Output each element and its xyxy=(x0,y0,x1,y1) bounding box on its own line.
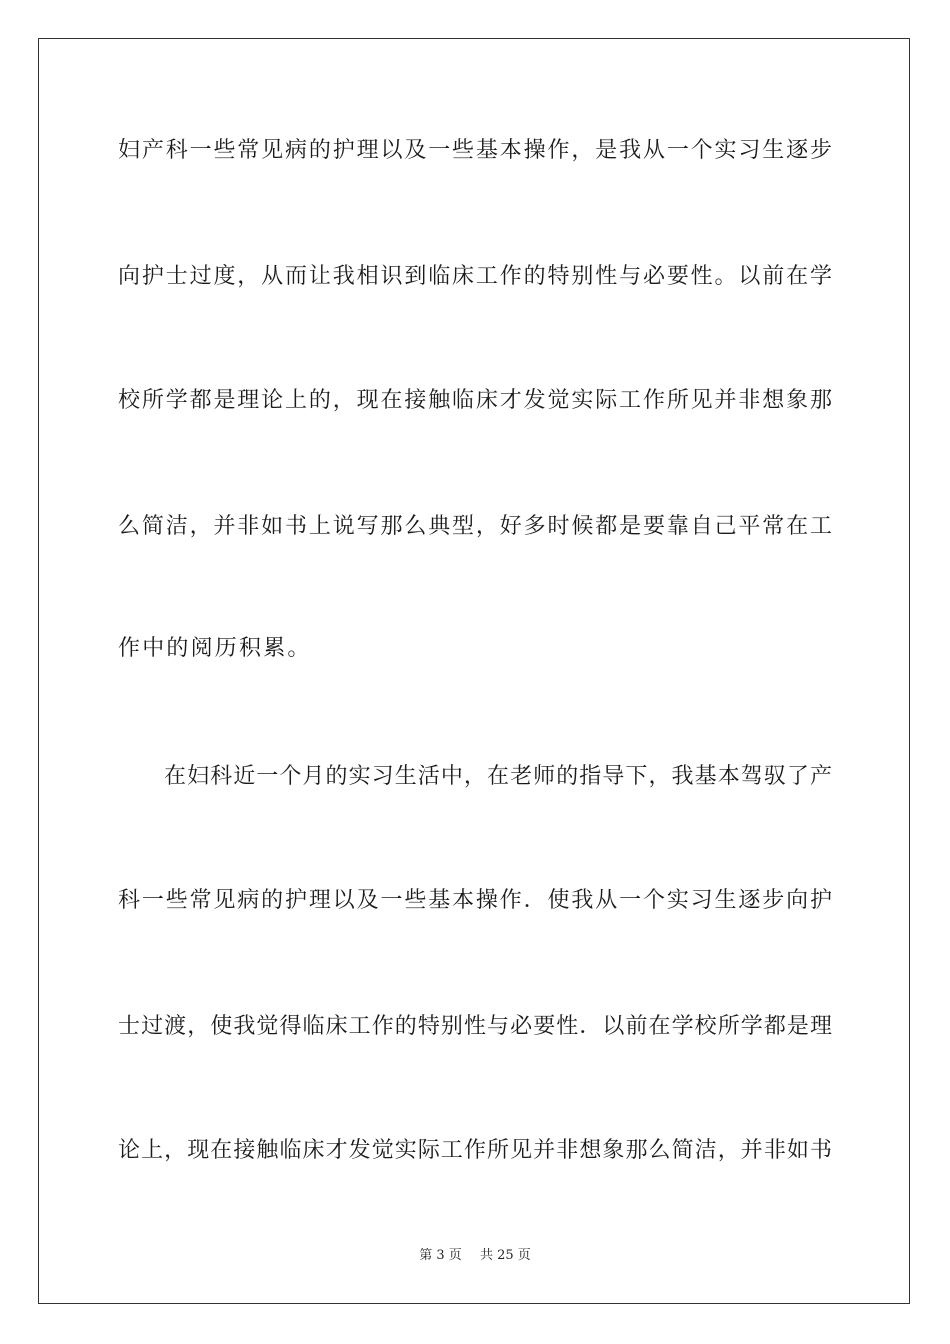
text-line: 校所学都是理论上的，现在接触临床才发觉实际工作所见并非想象那 xyxy=(118,388,832,413)
page-footer xyxy=(0,1246,950,1266)
text-line: 作中的阅历积累。 xyxy=(118,636,312,661)
paragraph-first-line: 在妇科近一个月的实习生活中，在老师的指导下，我基本驾驭了产 xyxy=(164,764,832,789)
text-line: 么简洁，并非如书上说写那么典型，好多时候都是要靠自己平常在工 xyxy=(118,514,832,539)
page-total: 共 25 页 xyxy=(479,1248,531,1263)
text-line: 科一些常见病的护理以及一些基本操作．使我从一个实习生逐步向护 xyxy=(118,888,832,913)
text-line: 妇产科一些常见病的护理以及一些基本操作，是我从一个实习生逐步 xyxy=(118,138,832,163)
page-number: 第 3 页 xyxy=(419,1248,462,1263)
text-line: 论上，现在接触临床才发觉实际工作所见并非想象那么简洁，并非如书 xyxy=(118,1138,832,1163)
text-line: 士过渡，使我觉得临床工作的特别性与必要性．以前在学校所学都是理 xyxy=(118,1014,832,1039)
page-frame xyxy=(38,38,910,1304)
text-line: 向护士过度，从而让我相识到临床工作的特别性与必要性。以前在学 xyxy=(118,264,832,289)
